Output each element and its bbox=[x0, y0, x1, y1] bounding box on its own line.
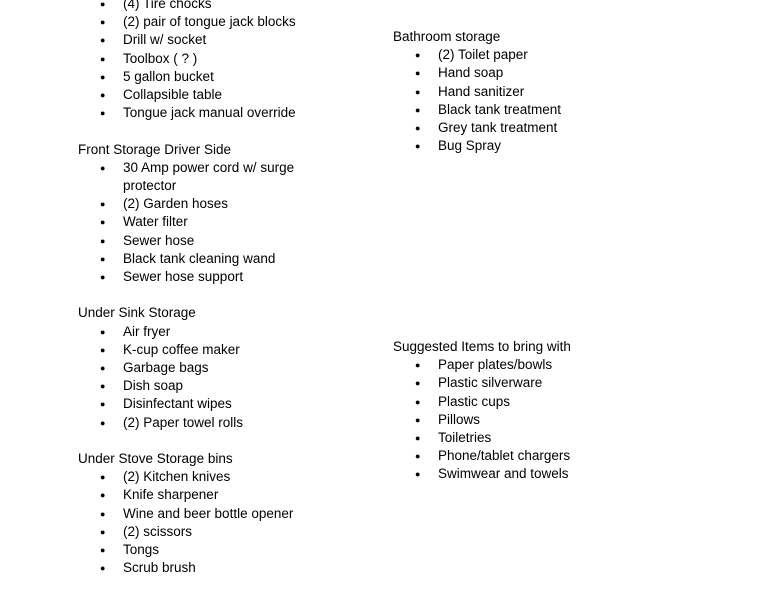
list-item: ● Phone/tablet chargers bbox=[393, 447, 693, 465]
list-item: ● (2) Kitchen knives bbox=[78, 468, 323, 486]
list-item: ● Black tank treatment bbox=[393, 101, 693, 119]
list-item: ● Plastic cups bbox=[393, 393, 693, 411]
section-heading: Front Storage Driver Side bbox=[78, 141, 232, 157]
section-heading: Under Stove Storage bins bbox=[78, 451, 233, 466]
list-item: ● Sewer hose bbox=[78, 232, 323, 250]
list-item: ● Knife sharpener bbox=[78, 486, 323, 504]
list-item: ● Bug Spray bbox=[393, 137, 693, 155]
list-item: ● Sewer hose support bbox=[78, 268, 323, 286]
front-storage-list bbox=[78, 159, 323, 286]
list-item: ● Tongs bbox=[78, 541, 323, 559]
list-item: ● Toolbox ( ? ) bbox=[78, 50, 323, 68]
list-item: ● K-cup coffee maker bbox=[78, 341, 323, 359]
list-item: ● (4) Tire chocks bbox=[78, 0, 323, 13]
list-item: ● (2) Toilet paper bbox=[393, 46, 693, 64]
left-column bbox=[78, 0, 323, 596]
list-item: ● (2) pair of tongue jack blocks bbox=[78, 13, 323, 31]
under-sink-section bbox=[78, 304, 323, 431]
list-item: ● Tongue jack manual override bbox=[78, 104, 323, 122]
trailer-gear-list bbox=[78, 0, 323, 122]
list-item: ● Air fryer bbox=[78, 323, 323, 341]
list-item: ● Dish soap bbox=[78, 377, 323, 395]
list-item: ● Grey tank treatment bbox=[393, 119, 693, 137]
list-item: ● Collapsible table bbox=[78, 86, 323, 104]
list-item: ● Wine and beer bottle opener bbox=[78, 505, 323, 523]
section-heading: Under Sink Storage bbox=[78, 305, 196, 321]
list-item: ● Hand soap bbox=[393, 64, 693, 82]
bathroom-storage-list bbox=[393, 46, 693, 155]
under-stove-section bbox=[78, 450, 323, 577]
list-item: ● (2) scissors bbox=[78, 523, 323, 541]
list-item: ● 5 gallon bucket bbox=[78, 68, 323, 86]
list-item: ● Paper plates/bowls bbox=[393, 356, 693, 374]
list-item: ● Scrub brush bbox=[78, 559, 323, 577]
list-item: ● (2) Garden hoses bbox=[78, 195, 323, 213]
list-item: ● Black tank cleaning wand bbox=[78, 250, 323, 268]
list-item: ● Toiletries bbox=[393, 429, 693, 447]
trailer-gear-section bbox=[78, 0, 323, 122]
list-item: ● Garbage bags bbox=[78, 359, 323, 377]
list-item: ● Plastic silverware bbox=[393, 374, 693, 392]
front-storage-section bbox=[78, 141, 323, 287]
list-item: ● Disinfectant wipes bbox=[78, 395, 323, 413]
suggested-items-list bbox=[393, 356, 693, 483]
list-item: ● Hand sanitizer bbox=[393, 83, 693, 101]
list-item: ● Water filter bbox=[78, 213, 323, 231]
list-item: ● 30 Amp power cord w/ surge protector bbox=[78, 159, 323, 195]
list-item: ● Drill w/ socket bbox=[78, 31, 323, 49]
section-heading: Bathroom storage bbox=[393, 29, 501, 44]
under-stove-list bbox=[78, 468, 323, 577]
list-item: ● Swimwear and towels bbox=[393, 465, 693, 483]
bathroom-storage-section bbox=[393, 28, 693, 155]
under-sink-list bbox=[78, 323, 323, 432]
section-heading: Suggested Items to bring with bbox=[393, 339, 571, 354]
list-item: ● (2) Paper towel rolls bbox=[78, 414, 323, 432]
list-item: ● Pillows bbox=[393, 411, 693, 429]
suggested-items-section bbox=[393, 338, 693, 484]
